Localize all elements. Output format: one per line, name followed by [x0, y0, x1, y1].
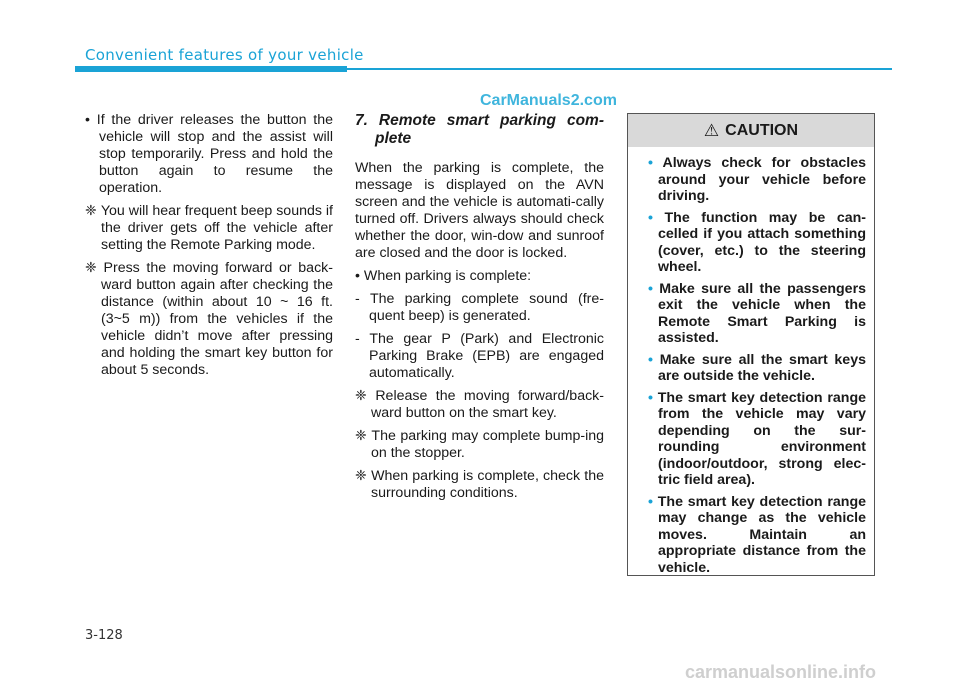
note-item: ❈ Release the moving forward/back-ward button on the smart key. [355, 388, 604, 421]
dash-item: - The gear P (Park) and Electronic Parking Brake (EPB) are engaged automatically. [355, 331, 605, 381]
caution-item: • Always check for obstacles around your vehicle before driving. [648, 155, 867, 204]
note-item: ❈ The parking may complete bump-ing on the stopper. [355, 428, 604, 461]
intro-paragraph: When the parking is complete, the message is displayed on the AVN screen and the vehicle is automati-cally turned off. Drivers always should check whether the door, win-dow and sunroof are closed and the door is locked. [355, 160, 604, 261]
watermark-bottom: carmanualsonline.info [685, 662, 877, 682]
caution-item: • The function may be can-celled if you attach something (cover, etc.) to the steering wheel. [648, 209, 866, 275]
left-column [85, 112, 333, 385]
header-rule-thin [347, 68, 892, 70]
note-item: ❈ Press the moving forward or back-ward button again after checking the distance (within about 10 ~ 16 ft. (3~5 m)) from the vehicles if the vehicle didn’t move after pressing and holding the smart key button for about 5 seconds. [85, 260, 333, 378]
note-item: ❈ You will hear frequent beep sounds if the driver gets off the vehicle after setting the Remote Parking mode. [85, 203, 333, 253]
caution-item: • The smart key detection range from the vehicle may vary depending on the sur-rounding environment (indoor/outdoor, strong elec-tric field area). [648, 389, 866, 488]
note-item: ❈ When parking is complete, check the surrounding conditions. [355, 468, 604, 501]
dash-item: - The parking complete sound (fre-quent beep) is generated. [355, 291, 604, 324]
bullet-item: • If the driver releases the button the vehicle will stop and the assist will stop temporarily. Press and hold the button again to resume the operation. [85, 112, 333, 196]
section-title: Convenient features of your vehicle [85, 46, 364, 64]
middle-column [355, 112, 604, 508]
caution-item: • Make sure all the smart keys are outside the vehicle. [648, 351, 866, 384]
subsection-heading: 7. Remote smart parking com-plete [355, 112, 604, 147]
caution-box [627, 113, 875, 576]
header-rule-thick [75, 66, 347, 72]
watermark-top: CarManuals2.com [480, 92, 617, 109]
caution-title: CAUTION [725, 121, 799, 139]
caution-item: • The smart key detection range may change as the vehicle moves. Maintain an appropriate distance from the vehicle. [648, 493, 866, 576]
warning-triangle-icon: ⚠ [703, 120, 720, 140]
caution-list [628, 155, 874, 581]
bullet-item: • When parking is complete: [355, 268, 532, 284]
caution-header [628, 114, 874, 147]
page-number: 3-128 [85, 628, 123, 643]
caution-item: • Make sure all the passengers exit the vehicle when the Remote Smart Parking is assisted. [648, 280, 866, 346]
